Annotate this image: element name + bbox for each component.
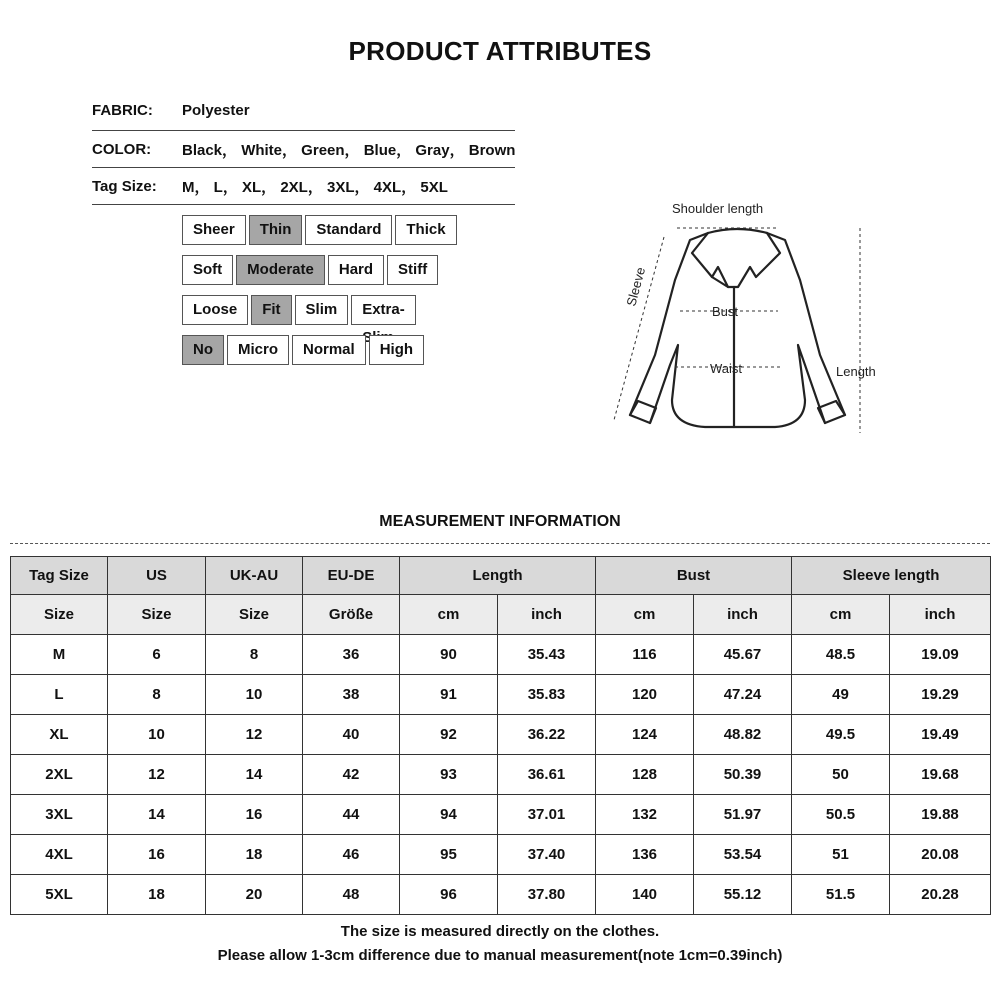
table-cell: 55.12 bbox=[694, 875, 792, 915]
table-cell: 18 bbox=[206, 835, 303, 875]
table-cell: 91 bbox=[400, 675, 498, 715]
table-cell: 35.43 bbox=[498, 635, 596, 675]
option-thick: Thick bbox=[395, 215, 456, 245]
option-sheer: Sheer bbox=[182, 215, 246, 245]
table-cell: 8 bbox=[206, 635, 303, 675]
table-cell: 36.22 bbox=[498, 715, 596, 755]
table-cell: 44 bbox=[303, 795, 400, 835]
header-cell: EU-DE bbox=[303, 557, 400, 595]
table-cell: 20.28 bbox=[890, 875, 991, 915]
table-cell: 140 bbox=[596, 875, 694, 915]
header-cell: Length bbox=[400, 557, 596, 595]
table-cell: 94 bbox=[400, 795, 498, 835]
table-cell: 46 bbox=[303, 835, 400, 875]
touch-options bbox=[182, 255, 438, 285]
bust-label: Bust bbox=[712, 304, 739, 319]
shoulder-length-label: Shoulder length bbox=[672, 201, 764, 216]
footnote-1: The size is measured directly on the clothes. bbox=[340, 923, 660, 940]
table-cell: 50.5 bbox=[792, 795, 890, 835]
tag-size-label: Tag Size: bbox=[92, 178, 157, 195]
table-cell: 3XL bbox=[11, 795, 108, 835]
subheader-cell: Size bbox=[11, 595, 108, 635]
table-cell: 19.68 bbox=[890, 755, 991, 795]
table-cell: L bbox=[11, 675, 108, 715]
measurement-title: MEASUREMENT INFORMATION bbox=[379, 513, 621, 530]
table-cell: 19.88 bbox=[890, 795, 991, 835]
subheader-cell: inch bbox=[890, 595, 991, 635]
option-thin: Thin bbox=[249, 215, 303, 245]
table-cell: 48 bbox=[303, 875, 400, 915]
type-options bbox=[182, 295, 416, 346]
table-cell: 49 bbox=[792, 675, 890, 715]
table-cell: 14 bbox=[206, 755, 303, 795]
table-cell: 12 bbox=[206, 715, 303, 755]
table-cell: 132 bbox=[596, 795, 694, 835]
table-row bbox=[11, 675, 991, 715]
subheader-cell: cm bbox=[400, 595, 498, 635]
header-cell: US bbox=[108, 557, 206, 595]
table-cell: 16 bbox=[108, 835, 206, 875]
subheader-cell: cm bbox=[792, 595, 890, 635]
option-hard: Hard bbox=[328, 255, 384, 285]
fabric-value: Polyester bbox=[182, 102, 250, 119]
subheader-cell: Size bbox=[206, 595, 303, 635]
option-extra-slim: Extra-S bbox=[351, 295, 416, 325]
table-cell: 136 bbox=[596, 835, 694, 875]
garment-diagram bbox=[600, 195, 900, 445]
tag-size-value: M， L， XL， 2XL， 3XL， 4XL， 5XL bbox=[182, 179, 448, 196]
table-cell: 51.97 bbox=[694, 795, 792, 835]
table-cell: 20 bbox=[206, 875, 303, 915]
option-no: No bbox=[182, 335, 224, 365]
table-row bbox=[11, 755, 991, 795]
table-cell: 116 bbox=[596, 635, 694, 675]
option-soft: Soft bbox=[182, 255, 233, 285]
table-header-row bbox=[11, 557, 991, 595]
table-cell: 49.5 bbox=[792, 715, 890, 755]
fabric-row bbox=[92, 102, 250, 119]
table-cell: 4XL bbox=[11, 835, 108, 875]
table-cell: 19.49 bbox=[890, 715, 991, 755]
table-cell: 95 bbox=[400, 835, 498, 875]
option-standard: Standard bbox=[305, 215, 392, 245]
table-row bbox=[11, 635, 991, 675]
table-cell: 128 bbox=[596, 755, 694, 795]
table-cell: 53.54 bbox=[694, 835, 792, 875]
oft-options bbox=[182, 335, 424, 365]
table-cell: 50.39 bbox=[694, 755, 792, 795]
table-cell: 50 bbox=[792, 755, 890, 795]
table-cell: 5XL bbox=[11, 875, 108, 915]
table-cell: 10 bbox=[108, 715, 206, 755]
table-subheader-row bbox=[11, 595, 991, 635]
table-cell: 12 bbox=[108, 755, 206, 795]
table-cell: 6 bbox=[108, 635, 206, 675]
subheader-cell: inch bbox=[498, 595, 596, 635]
table-cell: 37.80 bbox=[498, 875, 596, 915]
color-value: Black， White， Green， Blue， Gray， Brown bbox=[182, 142, 516, 159]
table-cell: 8 bbox=[108, 675, 206, 715]
subheader-cell: Größe bbox=[303, 595, 400, 635]
table-cell: M bbox=[11, 635, 108, 675]
option-stiff: Stiff bbox=[387, 255, 438, 285]
option-moderate: Moderate bbox=[236, 255, 325, 285]
table-cell: 120 bbox=[596, 675, 694, 715]
table-cell: 48.5 bbox=[792, 635, 890, 675]
table-cell: XL bbox=[11, 715, 108, 755]
table-cell: 51.5 bbox=[792, 875, 890, 915]
table-cell: 14 bbox=[108, 795, 206, 835]
option-normal: Normal bbox=[292, 335, 366, 365]
table-cell: 16 bbox=[206, 795, 303, 835]
table-cell: 10 bbox=[206, 675, 303, 715]
table-cell: 51 bbox=[792, 835, 890, 875]
table-cell: 18 bbox=[108, 875, 206, 915]
header-cell: Sleeve length bbox=[792, 557, 991, 595]
table-cell: 45.67 bbox=[694, 635, 792, 675]
table-cell: 47.24 bbox=[694, 675, 792, 715]
option-loose: Loose bbox=[182, 295, 248, 325]
table-row bbox=[11, 795, 991, 835]
length-label: Length bbox=[836, 364, 876, 379]
table-cell: 96 bbox=[400, 875, 498, 915]
table-cell: 92 bbox=[400, 715, 498, 755]
option-fit: Fit bbox=[251, 295, 291, 325]
option-high: High bbox=[369, 335, 424, 365]
dotted-divider bbox=[10, 543, 990, 544]
table-cell: 93 bbox=[400, 755, 498, 795]
divider bbox=[92, 130, 515, 131]
table-cell: 35.83 bbox=[498, 675, 596, 715]
sleeve-label: Sleeve bbox=[623, 265, 649, 308]
table-cell: 36.61 bbox=[498, 755, 596, 795]
header-cell: UK-AU bbox=[206, 557, 303, 595]
option-micro: Micro bbox=[227, 335, 289, 365]
subheader-cell: cm bbox=[596, 595, 694, 635]
fabric-label: FABRIC: bbox=[92, 102, 153, 119]
divider bbox=[92, 204, 515, 205]
subheader-cell: Size bbox=[108, 595, 206, 635]
table-row bbox=[11, 875, 991, 915]
table-cell: 38 bbox=[303, 675, 400, 715]
divider bbox=[92, 167, 515, 168]
table-cell: 37.01 bbox=[498, 795, 596, 835]
table-cell: 19.09 bbox=[890, 635, 991, 675]
option-slim: Slim bbox=[295, 295, 349, 325]
table-cell: 37.40 bbox=[498, 835, 596, 875]
measurement-table bbox=[10, 556, 991, 915]
table-cell: 42 bbox=[303, 755, 400, 795]
header-cell: Bust bbox=[596, 557, 792, 595]
table-cell: 124 bbox=[596, 715, 694, 755]
thickness-options bbox=[182, 215, 457, 245]
table-cell: 2XL bbox=[11, 755, 108, 795]
table-cell: 48.82 bbox=[694, 715, 792, 755]
table-row bbox=[11, 715, 991, 755]
tag-size-row bbox=[92, 176, 448, 197]
table-cell: 40 bbox=[303, 715, 400, 755]
footnote-2: Please allow 1-3cm difference due to manual measurement(note 1cm=0.39inch) bbox=[217, 947, 783, 964]
page-title: PRODUCT ATTRIBUTES bbox=[348, 36, 652, 66]
color-label: COLOR: bbox=[92, 141, 152, 158]
table-cell: 20.08 bbox=[890, 835, 991, 875]
table-cell: 19.29 bbox=[890, 675, 991, 715]
header-cell: Tag Size bbox=[11, 557, 108, 595]
table-row bbox=[11, 835, 991, 875]
table-cell: 90 bbox=[400, 635, 498, 675]
table-cell: 36 bbox=[303, 635, 400, 675]
waist-label: Waist bbox=[710, 361, 743, 376]
subheader-cell: inch bbox=[694, 595, 792, 635]
color-row bbox=[92, 139, 515, 160]
